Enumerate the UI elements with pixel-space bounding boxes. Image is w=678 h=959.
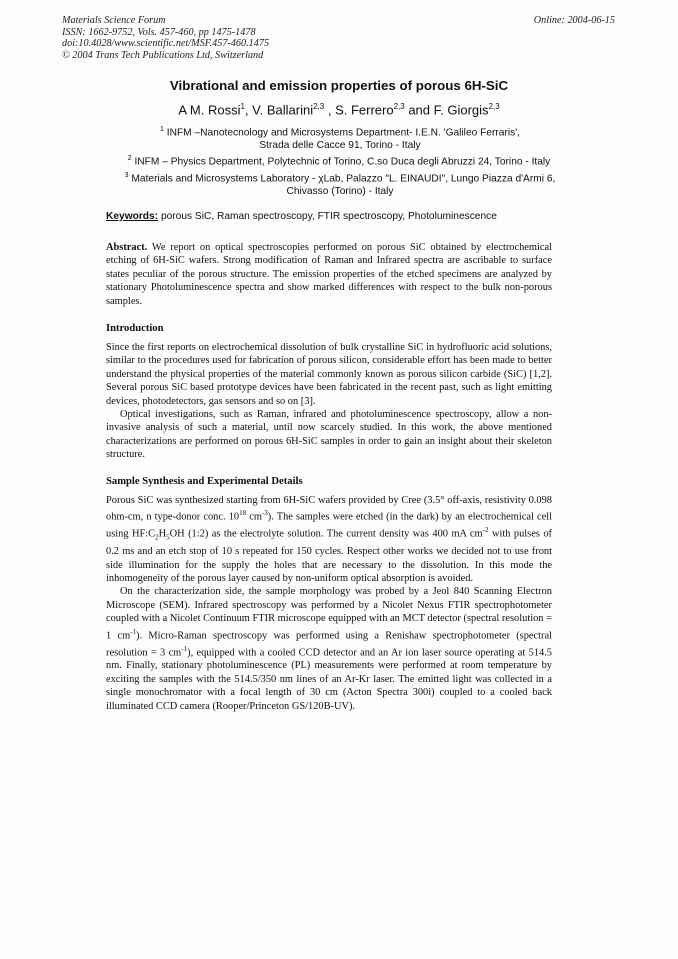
author-name: S. Ferrero: [335, 102, 394, 118]
superscript: -2: [482, 526, 489, 535]
affiliation-line: Materials and Microsystems Laboratory - χLab, Palazzo "L. EINAUDI", Lungo Piazza d'Armi 6,: [131, 173, 556, 185]
keywords-text: porous SiC, Raman spectroscopy, FTIR spectroscopy, Photoluminescence: [160, 211, 497, 222]
text-run: On the characterization side, the sample morphology was probed by a Jeol 840 Scanning Electron Microscope (SEM). Infrared spectroscopy was performed by a Nicolet Nexus FTIR spectrophotometer coupled with a Nicolet Continuum FTIR microscope equipped with an MCT detector (spectral resolution = 1 cm: [106, 586, 552, 642]
affiliation-line: INFM – Physics Department, Polytechnic of Torino, C.so Duca degli Abruzzi 24, Torino - Italy: [134, 156, 551, 168]
author-affiliation-mark: 1: [240, 102, 245, 111]
journal-issn: ISSN: 1662-9752, Vols. 457-460, pp 1475-1478: [62, 26, 256, 38]
affiliation-line: Chivasso (Torino) - Italy: [286, 185, 394, 197]
affiliation-line: INFM –Nanotecnology and Microsystems Department- I.E.N. 'Galileo Ferraris',: [166, 127, 520, 139]
abstract-text: We report on optical spectroscopies performed on porous SiC obtained by electrochemical etching of 6H-SiC wafers. Strong modification of Raman and Infrared spectra are ascribable to surface states peculiar of the porous structure. The emission properties of the etched specimens are analyzed by stationary Photoluminescence spectra and show marked differences with respect to the bulk non-porous samples.: [106, 242, 552, 307]
text-run: with pulses of 0.2 ms and an etch stop of 10 s repeated for 150 cycles. Respect other works we decided not to use front side illumination for the supply the holes that are necessary to the dissolution. In this mode the inhomogeneity of the porous layer caused by non-uniform optical absorption is avoided.: [106, 528, 552, 585]
text-run: ), equipped with a cooled CCD detector and an Ar ion laser source operating at 514.5 nm. Finally, stationary photoluminescence (PL) measurements were performed at room temperature by exciting the samples with the 514.5/350 nm lines of an Ar-Kr laser. The emitted light was collected in a single monochromator with a focal length of 30 cm (Acton Spectra 300i) coupled to a cooled back illuminated CCD camera (Rooper/Princeton GS/120B-UV).: [106, 647, 553, 712]
affiliation: [90, 124, 590, 152]
author-name: A M. Rossi: [178, 102, 241, 118]
text-run: cm: [246, 511, 262, 523]
journal-name: Materials Science Forum: [62, 15, 166, 26]
subscript: 2: [155, 533, 159, 542]
section-heading-introduction: Introduction: [106, 323, 164, 334]
text-run: H: [158, 528, 167, 540]
superscript: -3: [261, 509, 268, 518]
author-list: A M. Rossi$^1$, V. Ballarini$^{2,3}$ , S. Ferrero$^{2,3}$ and F. Giorgis$^{2,3}$: [178, 102, 500, 118]
online-date: Online: 2004-06-15: [533, 15, 615, 26]
paragraph: [106, 585, 552, 713]
affiliation: [90, 170, 590, 198]
paper-title: Vibrational and emission properties of porous 6H-SiC: [169, 78, 509, 93]
author-affiliation-mark: 2,3: [488, 102, 500, 111]
paragraph: [106, 494, 552, 585]
text-run: ). The samples were etched (in the dark) by an electrochemical cell using HF:C: [106, 511, 552, 540]
text-run: OH (1:2) as the electrolyte solution. The current density was 400 mA cm: [169, 528, 483, 540]
superscript: -1: [181, 644, 188, 653]
keywords-label: Keywords:: [106, 211, 159, 222]
author-name: F. Giorgis: [433, 102, 489, 118]
section-heading-synthesis: Sample Synthesis and Experimental Details: [106, 476, 303, 487]
synthesis-body: [106, 494, 552, 713]
affiliation-number: 3: [124, 172, 129, 179]
text-run: ). Micro-Raman spectroscopy was performed using a Renishaw spectrophotometer (spectral resolution = 3 cm: [106, 630, 552, 659]
author-affiliation-mark: 2,3: [393, 102, 405, 111]
text-run: Porous SiC was synthesized starting from 6H-SiC wafers provided by Cree (3.5° off-axis, resistivity 0.098 ohm-cm, n type-donor conc. 10: [106, 495, 552, 523]
journal-copyright: © 2004 Trans Tech Publications Ltd, Switzerland: [62, 49, 264, 61]
keywords: [106, 211, 497, 222]
superscript: 18: [239, 509, 247, 518]
superscript: -1: [130, 627, 137, 636]
abstract-label: Abstract.: [106, 242, 148, 253]
journal-info: [62, 15, 269, 61]
affiliation-line: Strada delle Cacce 91, Torino - Italy: [259, 139, 421, 151]
affiliation: [60, 153, 618, 169]
subscript: 5: [166, 533, 170, 542]
introduction-body: [106, 341, 552, 462]
paragraph: Optical investigations, such as Raman, infrared and photoluminescence spectroscopy, allow a non-invasive analysis of such a material, until now scarcely studied. In this work, the above mentioned characterizations are performed on porous 6H-SiC samples in order to gain an insight about their skeleton structure.: [106, 409, 552, 461]
affiliation-number: 2: [127, 155, 132, 162]
paragraph: Since the first reports on electrochemical dissolution of bulk crystalline SiC in hydrofluoric acid solutions, similar to the procedures used for fabrication of porous silicon, considerable effort has been made to better understand the physical properties of the material commonly known as porous silicon carbide (SiC) [1,2]. Several porous SiC based prototype devices have been fabricated in the recent past, such as light emitting devices, photodetectors, gas sensors and so on [3].: [106, 342, 552, 407]
journal-doi[interactable]: doi:10.4028/www.scientific.net/MSF.457-460.1475: [62, 38, 270, 50]
author-affiliation-mark: 2,3: [313, 102, 325, 111]
author-name: V. Ballarini: [252, 102, 314, 118]
abstract: [106, 241, 552, 308]
affiliation-number: 1: [160, 126, 164, 133]
